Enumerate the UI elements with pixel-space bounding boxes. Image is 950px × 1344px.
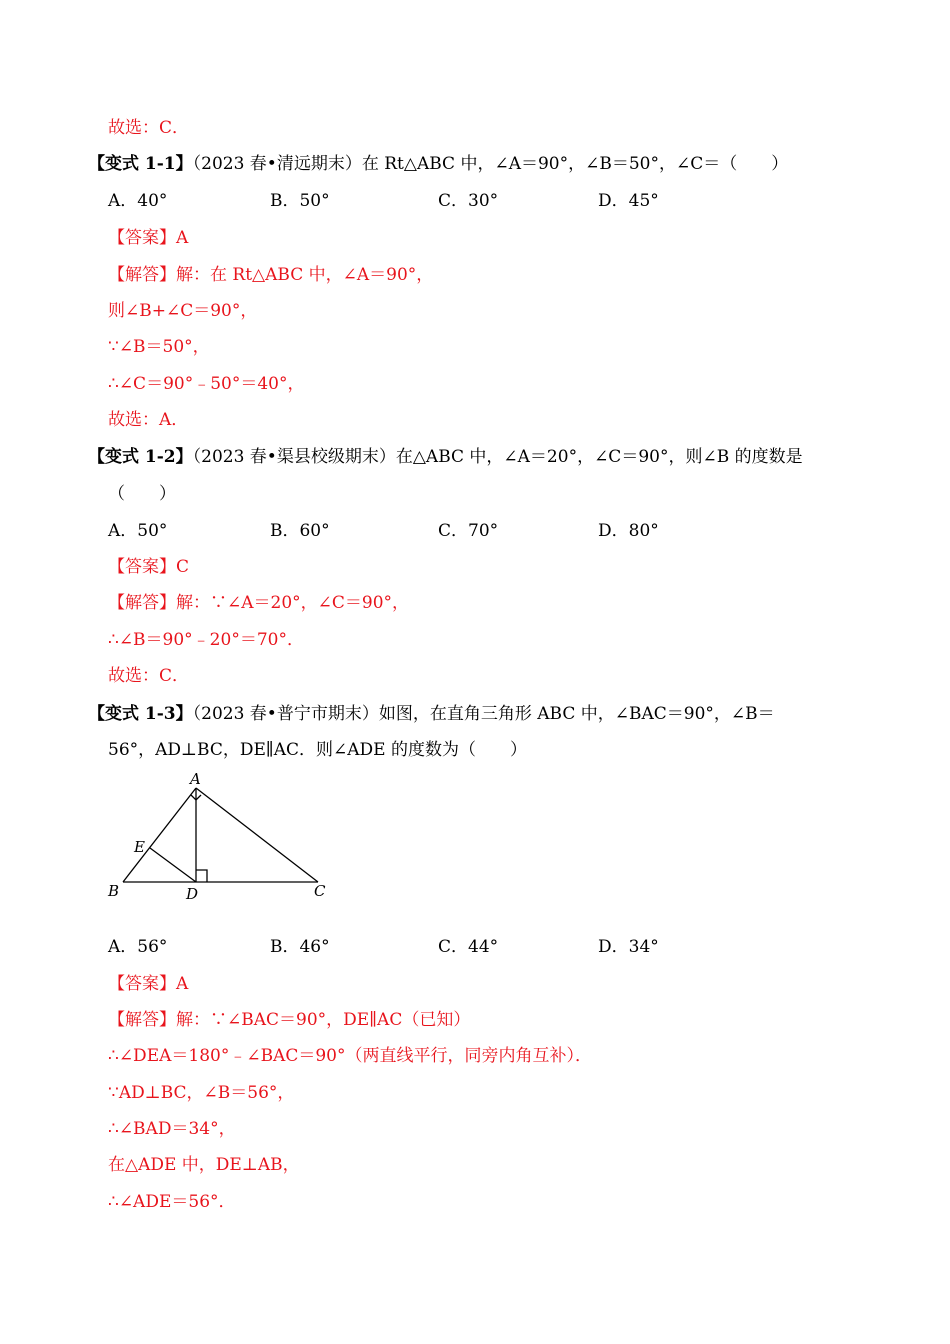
q3-answer: 【答案】A	[108, 974, 189, 994]
q3-tag: 【变式 1-3】	[88, 704, 193, 724]
q3-solution-line: ∵AD⊥BC，∠B＝56°，	[108, 1083, 295, 1103]
q3-source: （2023 春•普宁市期末）	[192, 704, 379, 724]
q3-solution-line: ∴∠DEA＝180°﹣∠BAC＝90°（两直线平行，同旁内角互补）．	[108, 1046, 592, 1066]
q3-solution-line: 在△ADE 中，DE⊥AB，	[108, 1155, 300, 1175]
right-angle-mark-d	[196, 870, 207, 882]
q2-answer: 【答案】C	[108, 557, 190, 577]
label-b: B	[108, 882, 120, 900]
q1-solution-line: ∵∠B＝50°，	[108, 337, 210, 357]
q2-option-c: C．70°	[438, 521, 499, 541]
q1-option-b: B．50°	[270, 191, 330, 211]
q2-solution-line: 故选：C．	[108, 666, 190, 686]
q1-solution-line: 【解答】解：在 Rt△ABC 中，∠A＝90°，	[108, 265, 434, 285]
q2-stem: 在△ABC 中，∠A＝20°，∠C＝90°，则∠B 的度数是	[395, 447, 803, 467]
q2-header	[88, 445, 803, 469]
label-e: E	[134, 838, 145, 856]
q1-tag: 【变式 1-1】	[88, 154, 193, 174]
q3-option-a: A．56°	[108, 937, 168, 957]
q3-solution-line: 【解答】解：∵∠BAC＝90°，DE∥AC（已知）	[108, 1010, 471, 1030]
q2-stem-continued: （ ）	[108, 484, 176, 504]
q3-option-b: B．46°	[270, 937, 330, 957]
q1-option-d: D．45°	[598, 191, 659, 211]
label-d: D	[186, 885, 199, 903]
q1-solution-line: 则∠B+∠C＝90°，	[108, 301, 258, 321]
q2-solution-line: 【解答】解：∵∠A＝20°，∠C＝90°，	[108, 593, 410, 613]
label-c: C	[314, 882, 326, 900]
q1-header	[88, 152, 788, 176]
q3-stem: 如图，在直角三角形 ABC 中，∠BAC＝90°，∠B＝	[378, 704, 775, 724]
q3-option-d: D．34°	[598, 937, 659, 957]
q1-option-a: A．40°	[108, 191, 168, 211]
label-a: A	[190, 770, 201, 788]
segment-ab	[123, 788, 196, 882]
q2-option-a: A．50°	[108, 521, 168, 541]
q3-solution-line: ∴∠ADE＝56°．	[108, 1192, 236, 1212]
q1-solution-line: 故选：A．	[108, 410, 189, 430]
q1-stem: 在 Rt△ABC 中，∠A＝90°，∠B＝50°，∠C＝（ ）	[361, 154, 789, 174]
q1-source: （2023 春•清远期末）	[192, 154, 362, 174]
segment-de	[150, 848, 196, 882]
q2-solution-line: ∴∠B＝90°﹣20°＝70°．	[108, 630, 304, 650]
segment-ac	[196, 788, 318, 882]
triangle-figure	[100, 766, 340, 906]
q3-option-c: C．44°	[438, 937, 499, 957]
q3-header	[88, 702, 775, 726]
q2-source: （2023 春•渠县校级期末）	[192, 447, 396, 467]
q3-stem-continued: 56°，AD⊥BC，DE∥AC．则∠ADE 的度数为（ ）	[108, 740, 527, 760]
q2-option-b: B．60°	[270, 521, 330, 541]
q1-answer: 【答案】A	[108, 228, 189, 248]
q2-option-d: D．80°	[598, 521, 659, 541]
q2-tag: 【变式 1-2】	[88, 447, 193, 467]
top-conclusion: 故选：C．	[108, 118, 190, 138]
q1-option-c: C．30°	[438, 191, 499, 211]
q1-solution-line: ∴∠C＝90°﹣50°＝40°，	[108, 374, 305, 394]
q3-solution-line: ∴∠BAD＝34°，	[108, 1119, 236, 1139]
